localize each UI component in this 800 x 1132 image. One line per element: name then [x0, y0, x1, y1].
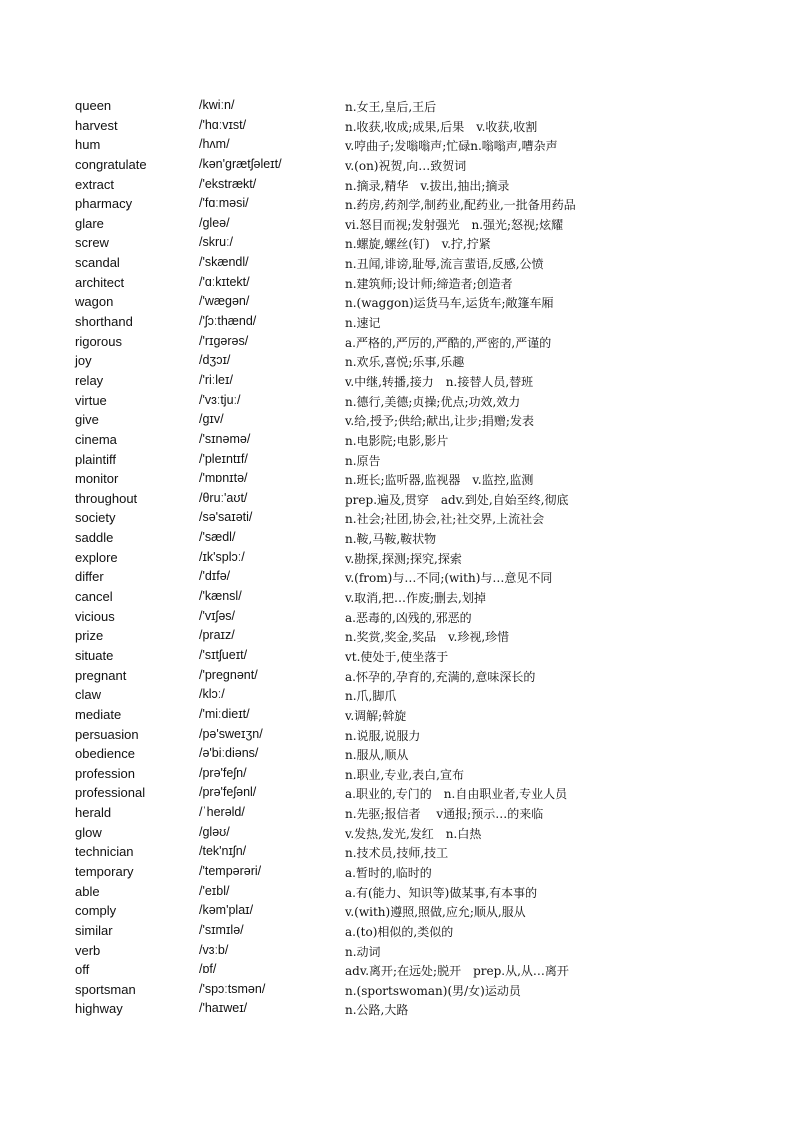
phonetic-text: /hʌm/ — [199, 137, 230, 152]
word-text: mediate — [75, 706, 122, 722]
word-text: verb — [75, 942, 101, 958]
vocabulary-row — [75, 627, 755, 647]
vocabulary-row — [75, 804, 755, 824]
vocabulary-row — [75, 156, 755, 176]
word-text: similar — [75, 922, 113, 938]
word-text: queen — [75, 98, 112, 113]
vocabulary-row — [75, 568, 755, 588]
phonetic-text: /praɪz/ — [199, 628, 235, 643]
vocabulary-row — [75, 922, 755, 942]
vocabulary-row — [75, 824, 755, 844]
definition-text: n.奖赏,奖金,奖品 v.珍视,珍惜 — [345, 630, 510, 645]
definition-text: n.爪,脚爪 — [345, 689, 397, 704]
phonetic-text: /'ɑːkɪtekt/ — [199, 274, 250, 289]
phonetic-text: /'skændl/ — [199, 255, 249, 270]
phonetic-text: /skruː/ — [199, 235, 234, 250]
phonetic-text: /'haɪweɪ/ — [199, 1001, 248, 1016]
phonetic-text: /gləʊ/ — [199, 824, 230, 839]
word-text: comply — [75, 903, 117, 919]
vocabulary-row — [75, 234, 755, 254]
vocabulary-list — [75, 97, 755, 1020]
definition-text: n.鞍,马鞍,鞍状物 — [345, 532, 437, 547]
vocabulary-row — [75, 765, 755, 785]
vocabulary-row — [75, 431, 755, 451]
vocabulary-row — [75, 784, 755, 804]
word-text: joy — [75, 353, 92, 369]
word-text: persuasion — [75, 726, 139, 742]
vocabulary-row — [75, 451, 755, 471]
vocabulary-row — [75, 372, 755, 392]
vocabulary-row — [75, 706, 755, 726]
word-text: herald — [75, 805, 112, 821]
vocabulary-row — [75, 608, 755, 628]
definition-text: a.(to)相似的,类似的 — [345, 924, 454, 939]
definition-text: n.螺旋,螺丝(钉) v.拧,拧紧 — [345, 237, 491, 252]
phonetic-text: /gɪv/ — [199, 412, 224, 427]
definition-text: n.速记 — [345, 316, 381, 331]
word-text: glow — [75, 824, 102, 840]
phonetic-text: /'fɑːməsi/ — [199, 196, 249, 211]
vocabulary-row — [75, 863, 755, 883]
word-text: prize — [75, 628, 104, 644]
phonetic-text: /'riːleɪ/ — [199, 372, 233, 387]
phonetic-text: /'hɑːvɪst/ — [199, 117, 247, 132]
word-text: hum — [75, 137, 101, 153]
word-text: congratulate — [75, 156, 147, 172]
word-text: pregnant — [75, 667, 127, 683]
word-text: professional — [75, 785, 146, 801]
definition-text: n.德行,美德;贞操;优点;功效,效力 — [345, 394, 521, 409]
phonetic-text: /'spɔːtsmən/ — [199, 981, 266, 996]
vocabulary-row — [75, 686, 755, 706]
definition-text: n.社会;社团,协会,社;社交界,上流社会 — [345, 512, 545, 527]
phonetic-text: /'sædl/ — [199, 530, 236, 545]
phonetic-text: /'rɪgərəs/ — [199, 333, 249, 348]
vocabulary-row — [75, 176, 755, 196]
word-text: differ — [75, 569, 104, 585]
definition-text: v.发热,发光,发红 n.白热 — [345, 826, 482, 841]
vocabulary-row — [75, 215, 755, 235]
phonetic-text: /tek'nɪʃn/ — [199, 844, 247, 859]
definition-text: n.建筑师;设计师;缔造者;创造者 — [345, 276, 513, 291]
phonetic-text: /'tempərəri/ — [199, 863, 262, 878]
vocabulary-row — [75, 529, 755, 549]
word-text: explore — [75, 549, 118, 565]
vocabulary-row — [75, 509, 755, 529]
vocabulary-row — [75, 136, 755, 156]
vocabulary-row — [75, 117, 755, 137]
definition-text: n.公路,大路 — [345, 1003, 409, 1018]
phonetic-text: /kwiːn/ — [199, 98, 235, 112]
phonetic-text: /klɔː/ — [199, 687, 225, 702]
word-text: profession — [75, 765, 135, 781]
word-text: vicious — [75, 608, 115, 624]
word-text: pharmacy — [75, 196, 133, 212]
vocabulary-row — [75, 195, 755, 215]
phonetic-text: /ˈherəld/ — [199, 805, 245, 820]
definition-text: adv.离开;在远处;脱开 prep.从,从…离开 — [345, 964, 569, 979]
vocabulary-row — [75, 745, 755, 765]
phonetic-text: /'ʃɔːthænd/ — [199, 314, 257, 329]
phonetic-text: /gleə/ — [199, 215, 230, 230]
phonetic-text: /'mɒnɪtə/ — [199, 471, 248, 486]
definition-text: vi.怒目而视;发射强光 n.强光;怒视;炫耀 — [345, 217, 564, 232]
vocabulary-row — [75, 293, 755, 313]
word-text: virtue — [75, 392, 107, 408]
word-text: glare — [75, 215, 104, 231]
vocabulary-row — [75, 333, 755, 353]
vocabulary-row — [75, 352, 755, 372]
definition-text: n.丑闻,诽谤,耻辱,流言蜚语,反感,公愤 — [345, 257, 544, 272]
word-text: situate — [75, 647, 114, 663]
phonetic-text: /pə'sweɪʒn/ — [199, 726, 263, 741]
word-text: claw — [75, 687, 102, 703]
phonetic-text: /'vɜːtjuː/ — [199, 392, 241, 407]
word-text: plaintiff — [75, 451, 116, 467]
definition-text: v.(with)遵照,照做,应允;顺从,服从 — [345, 905, 526, 920]
word-text: scandal — [75, 255, 120, 271]
definition-text: n.先驱;报信者 v通报;预示…的来临 — [345, 807, 544, 822]
phonetic-text: /'sɪnəmə/ — [199, 431, 251, 446]
phonetic-text: /'kænsl/ — [199, 589, 242, 604]
definition-text: a.怀孕的,孕育的,充满的,意味深长的 — [345, 669, 536, 684]
phonetic-text: /'sɪtʃueɪt/ — [199, 647, 248, 662]
definition-text: a.有(能力、知识等)做某事,有本事的 — [345, 885, 538, 900]
phonetic-text: /sə'saɪəti/ — [199, 510, 253, 525]
phonetic-text: /ɒf/ — [199, 962, 217, 977]
word-text: society — [75, 510, 116, 526]
vocabulary-row — [75, 902, 755, 922]
definition-text: a.暂时的,临时的 — [345, 865, 432, 880]
definition-text: n.(waggon)运货马车,运货车;敞篷车厢 — [345, 296, 554, 311]
phonetic-text: /'eɪbl/ — [199, 883, 230, 898]
phonetic-text: /dʒɔɪ/ — [199, 353, 231, 368]
phonetic-text: /kəm'plaɪ/ — [199, 903, 254, 918]
phonetic-text: /'vɪʃəs/ — [199, 608, 236, 623]
phonetic-text: /'pregnənt/ — [199, 667, 258, 682]
vocabulary-row — [75, 274, 755, 294]
vocabulary-row — [75, 647, 755, 667]
definition-text: n.女王,皇后,王后 — [345, 100, 437, 114]
phonetic-text: /θruː'aʊt/ — [199, 490, 248, 505]
word-text: extract — [75, 176, 115, 192]
phonetic-text: /ɪk'splɔː/ — [199, 549, 245, 564]
word-text: saddle — [75, 530, 114, 546]
definition-text: n.收获,收成;成果,后果 v.收获,收割 — [345, 119, 538, 134]
vocabulary-row — [75, 490, 755, 510]
definition-text: n.摘录,精华 v.拔出,抽出;摘录 — [345, 178, 510, 193]
word-text: obedience — [75, 746, 135, 762]
vocabulary-row — [75, 470, 755, 490]
definition-text: v.勘探,探测;探究,探索 — [345, 551, 462, 566]
definition-text: n.欢乐,喜悦;乐事,乐趣 — [345, 355, 465, 370]
phonetic-text: /'dɪfə/ — [199, 569, 231, 584]
phonetic-text: /'sɪmɪlə/ — [199, 922, 244, 937]
phonetic-text: /'miːdieɪt/ — [199, 706, 250, 721]
word-text: architect — [75, 274, 125, 290]
phonetic-text: /prə'feʃn/ — [199, 765, 247, 780]
definition-text: n.药房,药剂学,制药业,配药业,一批备用药品 — [345, 198, 576, 213]
definition-text: v.中继,转播,接力 n.接替人员,替班 — [345, 374, 534, 389]
phonetic-text: /'wægən/ — [199, 294, 250, 309]
phonetic-text: /vɜːb/ — [199, 942, 229, 957]
vocabulary-row — [75, 726, 755, 746]
definition-text: n.职业,专业,表白,宣布 — [345, 767, 464, 782]
word-text: temporary — [75, 863, 134, 879]
phonetic-text: /ə'biːdiəns/ — [199, 746, 259, 761]
vocabulary-row — [75, 588, 755, 608]
definition-text: n.班长;监听器,监视器 v.监控,监测 — [345, 473, 534, 488]
word-text: cancel — [75, 589, 113, 605]
vocabulary-row — [75, 392, 755, 412]
definition-text: v.(from)与…不同;(with)与…意见不同 — [345, 571, 553, 586]
vocabulary-row — [75, 254, 755, 274]
word-text: harvest — [75, 117, 118, 133]
definition-text: v.取消,把…作废;删去,划掉 — [345, 591, 486, 606]
word-text: give — [75, 412, 99, 428]
definition-text: a.职业的,专门的 n.自由职业者,专业人员 — [345, 787, 568, 802]
word-text: off — [75, 962, 90, 978]
vocabulary-row — [75, 97, 755, 117]
definition-text: n.原告 — [345, 453, 381, 468]
definition-text: a.恶毒的,凶残的,邪恶的 — [345, 610, 472, 625]
word-text: able — [75, 883, 100, 899]
definition-text: n.(sportswoman)(男/女)运动员 — [345, 983, 521, 998]
definition-text: prep.遍及,贯穿 adv.到处,自始至终,彻底 — [345, 492, 569, 507]
definition-text: n.说服,说服力 — [345, 728, 421, 743]
definition-text: n.技术员,技师,技工 — [345, 846, 449, 861]
phonetic-text: /'ekstrækt/ — [199, 176, 257, 191]
word-text: highway — [75, 1001, 123, 1017]
vocabulary-row — [75, 549, 755, 569]
vocabulary-row — [75, 981, 755, 1001]
vocabulary-row — [75, 961, 755, 981]
word-text: cinema — [75, 431, 117, 447]
definition-text: vt.使处于,使坐落于 — [345, 649, 449, 664]
definition-text: n.电影院;电影,影片 — [345, 433, 449, 448]
definition-text: n.动词 — [345, 944, 381, 959]
vocabulary-row — [75, 942, 755, 962]
definition-text: v.(on)祝贺,向…致贺词 — [345, 158, 467, 173]
vocabulary-row — [75, 843, 755, 863]
phonetic-text: /'pleɪntɪf/ — [199, 451, 248, 466]
vocabulary-row — [75, 1000, 755, 1020]
vocabulary-row — [75, 313, 755, 333]
phonetic-text: /kən'grætʃəleɪt/ — [199, 156, 282, 171]
vocabulary-row — [75, 883, 755, 903]
word-text: screw — [75, 235, 109, 251]
word-text: technician — [75, 844, 134, 860]
vocabulary-row — [75, 667, 755, 687]
word-text: sportsman — [75, 981, 136, 997]
vocabulary-row — [75, 411, 755, 431]
definition-text: v.给,授予;供给;献出,让步;捐赠;发表 — [345, 414, 534, 429]
phonetic-text: /prə'feʃənl/ — [199, 785, 257, 800]
definition-text: a.严格的,严厉的,严酷的,严密的,严谨的 — [345, 335, 552, 350]
word-text: throughout — [75, 490, 138, 506]
word-text: relay — [75, 372, 104, 388]
definition-text: v.调解;斡旋 — [345, 708, 407, 723]
word-text: monitor — [75, 471, 119, 487]
definition-text: n.服从,顺从 — [345, 748, 409, 763]
definition-text: v.哼曲子;发嗡嗡声;忙碌n.嗡嗡声,嘈杂声 — [345, 139, 558, 154]
word-text: shorthand — [75, 314, 133, 330]
word-text: rigorous — [75, 333, 122, 349]
word-text: wagon — [75, 294, 114, 310]
